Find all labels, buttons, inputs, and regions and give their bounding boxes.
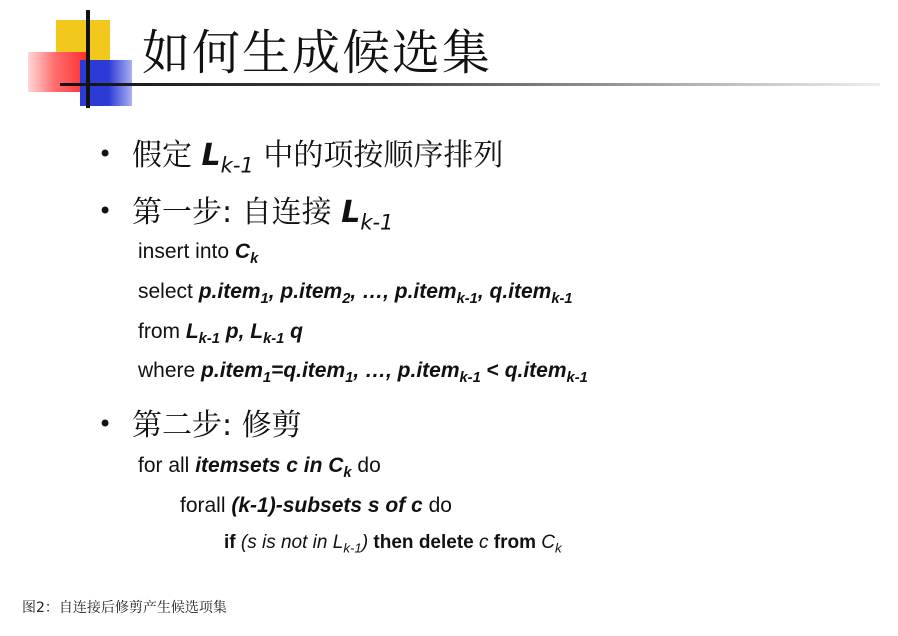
code-for-all <box>138 454 381 481</box>
bullet-text: 第一步: 自连接 <box>132 195 342 230</box>
code-term: itemsets c in <box>195 454 329 477</box>
subscript: 1 <box>262 370 272 387</box>
code-keyword: forall <box>180 494 232 517</box>
subscript: k <box>555 540 562 556</box>
subscript: k-1 <box>343 540 362 556</box>
bullet-dot: • <box>98 410 113 438</box>
subscript: k-1 <box>360 210 394 235</box>
code-term: ) <box>361 532 369 553</box>
code-operator: < <box>480 359 505 382</box>
code-separator: , …, <box>350 280 395 303</box>
code-keyword: do <box>422 494 452 517</box>
bullet-dot: • <box>98 140 113 168</box>
subscript: 1 <box>260 291 269 308</box>
code-term: (s is not in <box>235 532 333 553</box>
code-term: p.item <box>394 280 457 303</box>
code-term: p.item <box>201 359 263 382</box>
code-keyword: from <box>138 320 186 343</box>
code-separator: , <box>268 280 281 303</box>
set-symbol: L <box>201 138 221 173</box>
set-symbol: C <box>234 240 251 263</box>
slide <box>18 0 880 585</box>
title-underline <box>60 83 880 86</box>
set-symbol: L <box>185 320 199 343</box>
subscript: k-1 <box>551 291 573 308</box>
subscript: k-1 <box>220 153 254 178</box>
code-separator: , <box>477 280 490 303</box>
set-symbol: L <box>341 195 361 230</box>
code-operator: = <box>271 359 284 382</box>
subscript: k-1 <box>459 370 481 387</box>
logo-vertical-line <box>86 10 90 108</box>
subscript: k-1 <box>456 291 478 308</box>
set-symbol: C <box>541 532 556 553</box>
code-term: c <box>479 532 489 553</box>
code-from <box>138 320 303 347</box>
logo-decoration <box>18 0 148 110</box>
subscript: 1 <box>345 370 354 387</box>
code-keyword: do <box>351 454 381 477</box>
subscript: k <box>250 251 259 268</box>
set-symbol: C <box>328 454 344 477</box>
code-keyword: select <box>138 280 199 303</box>
bullet-step-one <box>98 187 393 234</box>
code-where <box>138 359 588 386</box>
code-keyword: for all <box>138 454 196 477</box>
code-term: p, <box>219 320 251 343</box>
subscript: k <box>343 465 352 482</box>
bullet-text: 第二步: 修剪 <box>132 408 302 443</box>
figure-caption: 图2：自连接后修剪产生候选项集 <box>22 600 227 616</box>
logo-red-block <box>28 52 86 92</box>
code-term: q.item <box>283 359 346 382</box>
bullet-dot: • <box>98 197 113 225</box>
code-separator: , …, <box>353 359 398 382</box>
subscript: k-1 <box>263 331 285 348</box>
code-term: (k-1)-subsets s of c <box>231 494 423 517</box>
bullet-text: 假定 <box>132 138 202 173</box>
code-term: p.item <box>280 280 343 303</box>
code-keyword: where <box>138 359 202 382</box>
code-term: p.item <box>198 280 261 303</box>
set-symbol: L <box>332 532 344 553</box>
code-keyword: if <box>224 532 236 553</box>
code-term: p.item <box>397 359 460 382</box>
code-forall-subsets <box>180 494 452 518</box>
code-term: q.item <box>504 359 567 382</box>
bullet-sorted-items <box>98 130 503 177</box>
code-keyword: from <box>488 532 542 553</box>
slide-title: 如何生成候选集 <box>142 25 493 81</box>
bullet-step-two <box>98 400 302 444</box>
code-term: q.item <box>489 280 552 303</box>
code-select <box>138 280 573 307</box>
set-symbol: L <box>250 320 264 343</box>
code-insert-into <box>138 240 258 267</box>
subscript: k-1 <box>566 370 588 387</box>
code-keyword: insert into <box>138 240 235 263</box>
code-term: q <box>284 320 303 343</box>
subscript: 2 <box>342 291 351 308</box>
bullet-text: 中的项按顺序排列 <box>253 138 504 173</box>
code-if-delete <box>224 532 562 556</box>
subscript: k-1 <box>198 331 220 348</box>
code-keyword: then delete <box>368 532 480 553</box>
